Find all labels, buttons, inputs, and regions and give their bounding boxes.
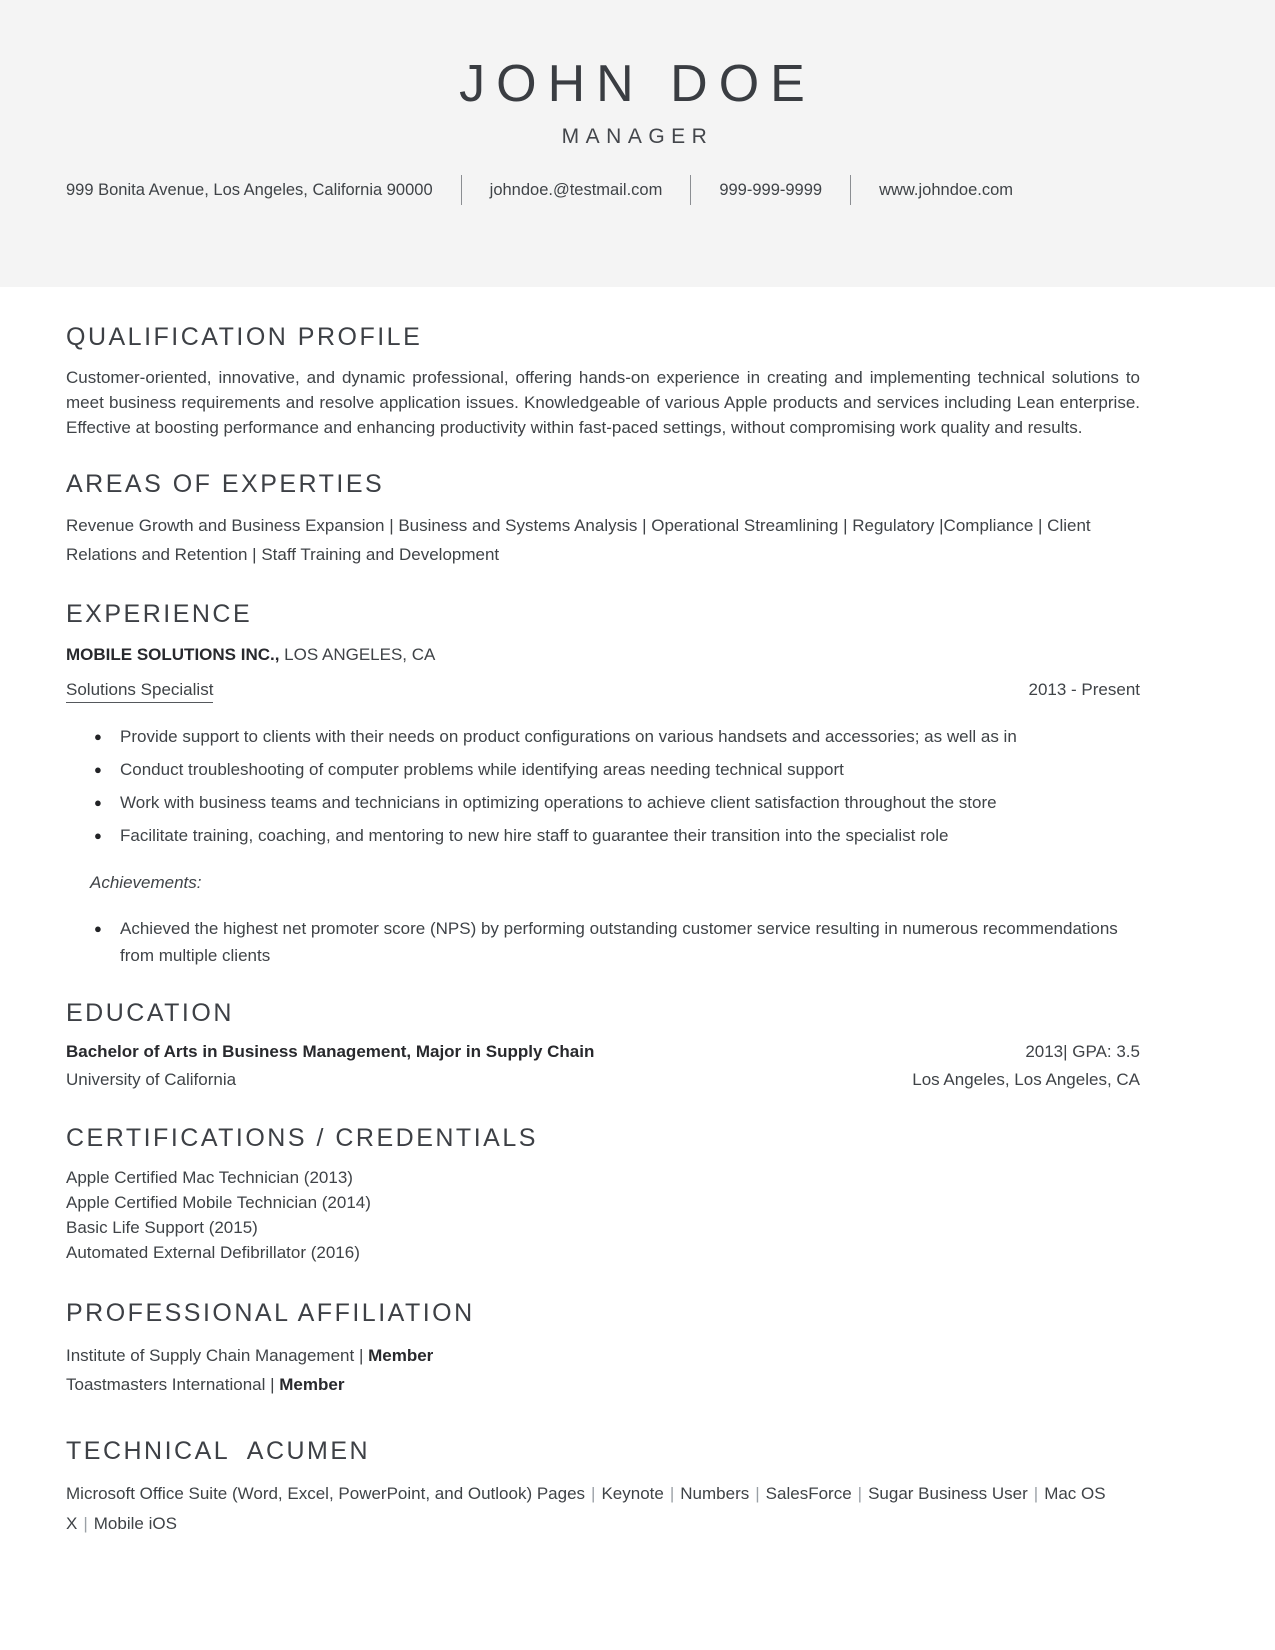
contact-separator: [461, 175, 462, 205]
company-location: LOS ANGELES, CA: [284, 645, 436, 664]
technical-skill: Keynote: [601, 1484, 664, 1503]
technical-acumen-text: [66, 1479, 1140, 1539]
bullet-icon: [94, 723, 120, 750]
bullet-item: [94, 822, 1140, 849]
certification-list: [66, 1165, 1140, 1265]
bullet-text: Facilitate training, coaching, and mentoring to new hire staff to guarantee their transition into the specialist role: [120, 826, 949, 845]
qualification-profile-heading: QUALIFICATION PROFILE: [66, 323, 423, 351]
role-title: Solutions Specialist: [66, 680, 213, 703]
contact-address: 999 Bonita Avenue, Los Angeles, California 90000: [66, 180, 433, 199]
contact-email: johndoe.@testmail.com: [489, 180, 663, 199]
bullet-item: [94, 723, 1140, 750]
pipe-separator-icon: |: [1033, 1484, 1039, 1503]
certification-item: Basic Life Support (2015): [66, 1218, 258, 1237]
contact-phone: 999-999-9999: [719, 180, 823, 199]
achievements-label: Achievements:: [90, 873, 202, 892]
achievement-bullet-list: [66, 915, 1140, 969]
technical-skill: Numbers: [680, 1484, 750, 1503]
pipe-separator-icon: |: [83, 1514, 88, 1533]
role-row: [66, 680, 1140, 703]
bullet-item: [94, 915, 1140, 969]
contact-website: www.johndoe.com: [879, 180, 1013, 199]
bullet-icon: [94, 915, 120, 969]
school-row: [66, 1070, 1140, 1090]
bullet-item: [94, 756, 1140, 783]
affiliation-role: Member: [279, 1375, 345, 1394]
bullet-text: Work with business teams and technicians in optimizing operations to achieve client satisfaction throughout the store: [120, 793, 997, 812]
technical-skill: Microsoft Office Suite (Word, Excel, PowerPoint, and Outlook) Pages: [66, 1484, 586, 1503]
areas-of-experties-heading: AREAS OF EXPERTIES: [66, 470, 385, 498]
person-name: JOHN DOE: [459, 55, 816, 113]
affiliation-item: [66, 1370, 1140, 1399]
certification-item: Automated External Defibrillator (2016): [66, 1243, 360, 1262]
affiliation-item: [66, 1341, 1140, 1370]
bullet-icon: [94, 789, 120, 816]
technical-skill: Mac OS X: [66, 1484, 1106, 1533]
contact-separator: [690, 175, 691, 205]
certification-item: Apple Certified Mac Technician (2013): [66, 1168, 353, 1187]
degree-title: Bachelor of Arts in Business Management, Major in Supply Chain: [66, 1042, 595, 1061]
education-heading: EDUCATION: [66, 999, 234, 1027]
technical-acumen-heading: TECHNICAL ACUMEN: [66, 1437, 371, 1465]
school-location: Los Angeles, Los Angeles, CA: [912, 1070, 1140, 1089]
pipe-separator-icon: |: [591, 1484, 596, 1503]
contact-separator: [850, 175, 851, 205]
pipe-separator-icon: |: [755, 1484, 760, 1503]
experience-bullet-list: [66, 723, 1140, 849]
certifications-heading: CERTIFICATIONS / CREDENTIALS: [66, 1124, 538, 1152]
bullet-text: Conduct troubleshooting of computer problems while identifying areas needing technical support: [120, 760, 844, 779]
role-dates: 2013 - Present: [1028, 680, 1140, 699]
resume-header: [0, 0, 1275, 287]
degree-row: [66, 1042, 1140, 1062]
affiliation-list: [66, 1341, 1140, 1399]
company-line: [66, 645, 1140, 665]
degree-year-gpa: 2013| GPA: 3.5: [1025, 1042, 1140, 1061]
company-name: MOBILE SOLUTIONS INC.,: [66, 645, 285, 664]
resume-body: [0, 323, 1275, 1539]
professional-affiliation-heading: PROFESSIONAL AFFILIATION: [66, 1299, 475, 1327]
bullet-icon: [94, 822, 120, 849]
bullet-text: Provide support to clients with their needs on product configurations on various handsets and accessories; as well as in: [120, 727, 1017, 746]
experience-heading: EXPERIENCE: [66, 600, 253, 628]
affiliation-role: Member: [368, 1346, 434, 1365]
technical-skill: SalesForce: [765, 1484, 852, 1503]
areas-of-experties-text: Revenue Growth and Business Expansion | Business and Systems Analysis | Operational Streamlining | Regulatory |Compliance | Client Relations and Retention | Staff Training and Development: [66, 516, 1091, 564]
pipe-separator-icon: |: [857, 1484, 863, 1503]
bullet-text: Achieved the highest net promoter score (NPS) by performing outstanding customer service resulting in numerous recommendations from multiple clients: [120, 919, 1118, 965]
person-job-title: MANAGER: [561, 125, 714, 149]
pipe-separator-icon: |: [669, 1484, 675, 1503]
certification-item: Apple Certified Mobile Technician (2014): [66, 1193, 371, 1212]
school-name: University of California: [66, 1070, 237, 1089]
affiliation-org: Toastmasters International |: [66, 1375, 280, 1394]
technical-skill: Mobile iOS: [93, 1514, 177, 1533]
bullet-icon: [94, 756, 120, 783]
affiliation-org: Institute of Supply Chain Management |: [66, 1346, 369, 1365]
qualification-profile-text: Customer-oriented, innovative, and dynamic professional, offering hands-on experience in creating and implementing technical solutions to meet business requirements and resolve application issues. Knowledgeable of various Apple products and services including Lean enterprise. Effective at boosting performance and enhancing productivity within fast-paced settings, without compromising work quality and results.: [66, 368, 1140, 437]
contact-row: [66, 175, 1209, 205]
bullet-item: [94, 789, 1140, 816]
technical-skill: Sugar Business User: [868, 1484, 1028, 1503]
